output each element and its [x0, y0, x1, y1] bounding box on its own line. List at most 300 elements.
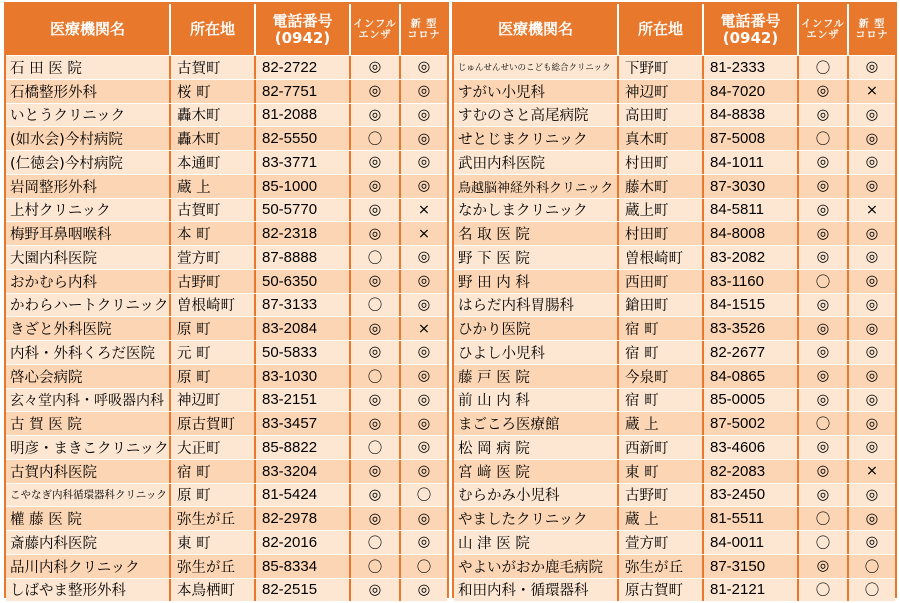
flu-vaccine-mark: 〇: [799, 412, 849, 435]
clinic-location: 蔵上町: [619, 199, 704, 222]
clinic-location: 原 町: [171, 484, 256, 507]
covid-vaccine-mark: 〇: [864, 559, 880, 576]
clinic-name: 松 岡 病 院: [454, 436, 619, 459]
table-row: [454, 293, 895, 317]
covid-vaccine-mark: ×: [865, 463, 879, 480]
header-covid-line2: コロナ: [855, 29, 889, 41]
clinic-name: おかむら内科: [6, 270, 171, 293]
table-row: [6, 411, 447, 435]
table-row: [6, 126, 447, 150]
clinic-name: 内科・外科くろだ医院: [6, 341, 171, 364]
clinic-phone: 83-3526: [704, 317, 799, 340]
clinic-name: むらかみ小児科: [454, 484, 619, 507]
clinic-name: 岩岡整形外科: [6, 175, 171, 198]
covid-vaccine-mark: ◎: [417, 178, 431, 195]
clinic-phone: 87-3133: [256, 294, 351, 317]
clinic-location: 本鳥栖町: [171, 579, 256, 602]
table-row: [454, 126, 895, 150]
header-covid-line2: コロナ: [407, 29, 441, 41]
clinic-location: 原 町: [171, 317, 256, 340]
clinic-location: 東 町: [171, 531, 256, 554]
flu-vaccine-mark: 〇: [799, 579, 849, 602]
table-row: [6, 530, 447, 554]
flu-vaccine-mark: ◎: [351, 460, 401, 483]
clinic-name: 鳥越脳神経外科クリニック: [454, 175, 619, 198]
table-row: [454, 578, 895, 602]
header-flu: [799, 4, 849, 55]
covid-vaccine-mark: ◎: [865, 320, 879, 337]
clinic-name: 宮 﨑 医 院: [454, 460, 619, 483]
flu-vaccine-mark: ◎: [351, 412, 401, 435]
covid-vaccine-mark: ◎: [417, 249, 431, 266]
header-phone-label: 電話番号: [720, 12, 781, 30]
clinic-name: 上村クリニック: [6, 199, 171, 222]
flu-vaccine-mark: 〇: [351, 127, 401, 150]
flu-vaccine-mark: ◎: [799, 199, 849, 222]
table-row: [6, 340, 447, 364]
clinic-phone: 82-2677: [704, 341, 799, 364]
clinic-name: すむのさと高尾病院: [454, 104, 619, 127]
clinic-phone: 81-2333: [704, 56, 799, 79]
clinic-phone: 81-5424: [256, 484, 351, 507]
clinic-phone: 81-5511: [704, 507, 799, 530]
clinic-location: 宿 町: [619, 341, 704, 364]
clinic-phone: 85-1000: [256, 175, 351, 198]
table-row: [6, 578, 447, 602]
clinic-location: 鎗田町: [619, 294, 704, 317]
table-row: [6, 150, 447, 174]
header-covid-line1: 新 型: [858, 18, 886, 30]
covid-vaccine-mark: ◎: [417, 59, 431, 76]
table-row: [454, 174, 895, 198]
clinic-name: いとうクリニック: [6, 104, 171, 127]
table-row: [454, 79, 895, 103]
clinic-name: 品川内科クリニック: [6, 555, 171, 578]
covid-vaccine-mark: ◎: [865, 415, 879, 432]
clinic-phone: 83-2450: [704, 484, 799, 507]
clinic-phone: 84-7020: [704, 80, 799, 103]
clinic-name: やましたクリニック: [454, 507, 619, 530]
table-row: [6, 174, 447, 198]
clinic-phone: 82-2515: [256, 579, 351, 602]
table-row: [454, 411, 895, 435]
covid-vaccine-mark: ◎: [417, 368, 431, 385]
clinic-location: 蔵 上: [619, 507, 704, 530]
table-row: [454, 459, 895, 483]
table-row: [454, 483, 895, 507]
flu-vaccine-mark: ◎: [351, 317, 401, 340]
clinic-table-left: [4, 2, 449, 598]
table-row: [6, 103, 447, 127]
flu-vaccine-mark: ◎: [799, 104, 849, 127]
clinic-phone: 83-3771: [256, 151, 351, 174]
flu-vaccine-mark: 〇: [799, 507, 849, 530]
table-row: [6, 293, 447, 317]
covid-vaccine-mark: ◎: [417, 581, 431, 598]
flu-vaccine-mark: ◎: [351, 222, 401, 245]
covid-vaccine-mark: ◎: [865, 273, 879, 290]
header-name-label: 医療機関名: [497, 20, 573, 39]
covid-vaccine-mark: ×: [417, 225, 431, 242]
covid-vaccine-mark: ◎: [865, 106, 879, 123]
clinic-name: 名 取 医 院: [454, 222, 619, 245]
covid-vaccine-mark: ◎: [865, 130, 879, 147]
clinic-location: 神辺町: [171, 389, 256, 412]
covid-vaccine-mark: ×: [865, 201, 879, 218]
flu-vaccine-mark: 〇: [799, 56, 849, 79]
table-row: [454, 435, 895, 459]
flu-vaccine-mark: ◎: [351, 151, 401, 174]
clinic-phone: 82-2722: [256, 56, 351, 79]
header-phone: [704, 4, 799, 55]
clinic-phone: 85-8334: [256, 555, 351, 578]
covid-vaccine-mark: ◎: [865, 154, 879, 171]
table-row: [6, 55, 447, 79]
flu-vaccine-mark: 〇: [351, 365, 401, 388]
clinic-location: 古賀町: [171, 56, 256, 79]
clinic-phone: 87-5002: [704, 412, 799, 435]
flu-vaccine-mark: 〇: [351, 555, 401, 578]
flu-vaccine-mark: ◎: [351, 175, 401, 198]
clinic-phone: 82-5550: [256, 127, 351, 150]
covid-vaccine-mark: 〇: [416, 488, 432, 505]
clinic-name: 野 下 医 院: [454, 246, 619, 269]
table-row: [454, 530, 895, 554]
clinic-location: 蔵 上: [619, 412, 704, 435]
covid-vaccine-mark: ◎: [417, 296, 431, 313]
covid-vaccine-mark: ×: [417, 201, 431, 218]
clinic-location: 宿 町: [619, 317, 704, 340]
clinic-phone: 81-2088: [256, 104, 351, 127]
flu-vaccine-mark: ◎: [799, 175, 849, 198]
clinic-phone: 85-0005: [704, 389, 799, 412]
covid-vaccine-mark: ◎: [417, 391, 431, 408]
table-row: [6, 364, 447, 388]
clinic-phone: 83-2151: [256, 389, 351, 412]
clinic-location: 弥生が丘: [171, 507, 256, 530]
flu-vaccine-mark: ◎: [799, 151, 849, 174]
covid-vaccine-mark: ◎: [865, 225, 879, 242]
clinic-phone: 84-8838: [704, 104, 799, 127]
covid-vaccine-mark: ◎: [865, 59, 879, 76]
clinic-phone: 83-3204: [256, 460, 351, 483]
clinic-name: 古賀内科医院: [6, 460, 171, 483]
covid-vaccine-mark: ◎: [865, 178, 879, 195]
covid-vaccine-mark: ◎: [417, 534, 431, 551]
clinic-name: 斎藤内科医院: [6, 531, 171, 554]
table-row: [6, 198, 447, 222]
clinic-phone: 82-2978: [256, 507, 351, 530]
table-row: [6, 316, 447, 340]
clinic-name: なかしまクリニック: [454, 199, 619, 222]
clinic-name: かわらハートクリニック: [6, 294, 171, 317]
clinic-location: 轟木町: [171, 104, 256, 127]
clinic-location: 東 町: [619, 460, 704, 483]
header-flu-line2: エンザ: [806, 29, 840, 41]
covid-vaccine-mark: ◎: [865, 249, 879, 266]
flu-vaccine-mark: 〇: [799, 270, 849, 293]
clinic-table-right: [452, 2, 897, 598]
covid-vaccine-mark: ◎: [417, 415, 431, 432]
header-location-label: 所在地: [637, 20, 683, 39]
clinic-name: 石橋整形外科: [6, 80, 171, 103]
covid-vaccine-mark: ◎: [865, 534, 879, 551]
header-name: [6, 4, 171, 55]
clinic-name: すがい小児科: [454, 80, 619, 103]
clinic-location: 蔵 上: [171, 175, 256, 198]
clinic-phone: 82-2083: [704, 460, 799, 483]
clinic-phone: 87-5008: [704, 127, 799, 150]
clinic-location: 原 町: [171, 365, 256, 388]
covid-vaccine-mark: ◎: [417, 106, 431, 123]
clinic-phone: 81-2121: [704, 579, 799, 602]
clinic-location: 本通町: [171, 151, 256, 174]
header-flu: [351, 4, 401, 55]
clinic-location: 村田町: [619, 151, 704, 174]
clinic-location: 藤木町: [619, 175, 704, 198]
clinic-name: 古 賀 医 院: [6, 412, 171, 435]
clinic-name: 山 津 医 院: [454, 531, 619, 554]
clinic-phone: 84-1011: [704, 151, 799, 174]
covid-vaccine-mark: ◎: [417, 344, 431, 361]
clinic-location: 下野町: [619, 56, 704, 79]
table-row: [454, 388, 895, 412]
table-row: [454, 364, 895, 388]
clinic-name: 啓心会病院: [6, 365, 171, 388]
covid-vaccine-mark: ◎: [865, 439, 879, 456]
clinic-phone: 82-2016: [256, 531, 351, 554]
clinic-phone: 83-3457: [256, 412, 351, 435]
clinic-phone: 84-0865: [704, 365, 799, 388]
flu-vaccine-mark: ◎: [799, 460, 849, 483]
clinic-location: 原古賀町: [619, 579, 704, 602]
table-body-left: [6, 55, 447, 601]
clinic-name: (仁徳会)今村病院: [6, 151, 171, 174]
header-covid: [849, 4, 895, 55]
header-location-label: 所在地: [189, 20, 235, 39]
clinic-phone: 83-1160: [704, 270, 799, 293]
clinic-location: 古賀町: [171, 199, 256, 222]
clinic-phone: 84-0011: [704, 531, 799, 554]
flu-vaccine-mark: ◎: [799, 294, 849, 317]
clinic-location: 弥生が丘: [171, 555, 256, 578]
covid-vaccine-mark: ◎: [865, 296, 879, 313]
clinic-phone: 83-2084: [256, 317, 351, 340]
clinic-location: 西新町: [619, 436, 704, 459]
flu-vaccine-mark: ◎: [351, 199, 401, 222]
flu-vaccine-mark: 〇: [351, 436, 401, 459]
clinic-name: じゅんせんせいのこども総合クリニック: [454, 56, 619, 79]
flu-vaccine-mark: ◎: [799, 389, 849, 412]
flu-vaccine-mark: ◎: [351, 484, 401, 507]
flu-vaccine-mark: 〇: [351, 246, 401, 269]
clinic-phone: 82-2318: [256, 222, 351, 245]
clinic-phone: 83-1030: [256, 365, 351, 388]
table-row: [454, 150, 895, 174]
flu-vaccine-mark: 〇: [351, 294, 401, 317]
flu-vaccine-mark: ◎: [351, 389, 401, 412]
flu-vaccine-mark: ◎: [799, 484, 849, 507]
covid-vaccine-mark: ◎: [417, 130, 431, 147]
flu-vaccine-mark: ◎: [351, 579, 401, 602]
table-row: [6, 269, 447, 293]
table-row: [6, 554, 447, 578]
flu-vaccine-mark: ◎: [799, 246, 849, 269]
table-body-right: [454, 55, 895, 601]
covid-vaccine-mark: ×: [865, 83, 879, 100]
clinic-location: 萱方町: [171, 246, 256, 269]
clinic-name: 和田内科・循環器科: [454, 579, 619, 602]
flu-vaccine-mark: 〇: [799, 127, 849, 150]
table-row: [454, 506, 895, 530]
covid-vaccine-mark: ◎: [865, 391, 879, 408]
clinic-location: 西田町: [619, 270, 704, 293]
table-header-right: [454, 4, 895, 55]
header-flu-line1: インフル: [353, 18, 397, 30]
header-name: [454, 4, 619, 55]
clinic-phone: 84-8008: [704, 222, 799, 245]
clinic-name: ひかり医院: [454, 317, 619, 340]
covid-vaccine-mark: 〇: [416, 559, 432, 576]
flu-vaccine-mark: ◎: [799, 80, 849, 103]
table-row: [454, 269, 895, 293]
flu-vaccine-mark: ◎: [351, 341, 401, 364]
clinic-name: 玄々堂内科・呼吸器内科: [6, 389, 171, 412]
flu-vaccine-mark: ◎: [799, 317, 849, 340]
clinic-phone: 83-2082: [704, 246, 799, 269]
header-location: [619, 4, 704, 55]
clinic-name: やよいがおか鹿毛病院: [454, 555, 619, 578]
table-row: [454, 340, 895, 364]
clinic-location: 宿 町: [171, 460, 256, 483]
covid-vaccine-mark: ◎: [417, 273, 431, 290]
clinic-name: こやなぎ内科循環器科クリニック: [6, 484, 171, 507]
table-row: [454, 103, 895, 127]
clinic-location: 元 町: [171, 341, 256, 364]
header-flu-line1: インフル: [801, 18, 845, 30]
flu-vaccine-mark: 〇: [799, 531, 849, 554]
table-row: [6, 483, 447, 507]
clinic-location: 宿 町: [619, 389, 704, 412]
covid-vaccine-mark: ◎: [865, 368, 879, 385]
covid-vaccine-mark: ◎: [417, 154, 431, 171]
clinic-name: 前 山 内 科: [454, 389, 619, 412]
clinic-name: まごころ医療館: [454, 412, 619, 435]
table-row: [6, 245, 447, 269]
clinic-name: 石 田 医 院: [6, 56, 171, 79]
flu-vaccine-mark: ◎: [351, 80, 401, 103]
covid-vaccine-mark: ◎: [417, 510, 431, 527]
table-row: [454, 198, 895, 222]
flu-vaccine-mark: ◎: [351, 56, 401, 79]
clinic-name: 權 藤 医 院: [6, 507, 171, 530]
clinic-location: 萱方町: [619, 531, 704, 554]
header-flu-line2: エンザ: [358, 29, 392, 41]
clinic-name: 武田内科医院: [454, 151, 619, 174]
clinic-name: 明彦・まきこクリニック: [6, 436, 171, 459]
clinic-location: 曽根崎町: [619, 246, 704, 269]
flu-vaccine-mark: ◎: [351, 104, 401, 127]
clinic-name: きざと外科医院: [6, 317, 171, 340]
clinic-name: 梅野耳鼻咽喉科: [6, 222, 171, 245]
clinic-name: はらだ内科胃腸科: [454, 294, 619, 317]
clinic-name: しばやま整形外科: [6, 579, 171, 602]
flu-vaccine-mark: ◎: [351, 507, 401, 530]
clinic-location: 神辺町: [619, 80, 704, 103]
clinic-location: 今泉町: [619, 365, 704, 388]
clinic-name: せとじまクリニック: [454, 127, 619, 150]
covid-vaccine-mark: ◎: [865, 486, 879, 503]
clinic-name: 野 田 内 科: [454, 270, 619, 293]
header-location: [171, 4, 256, 55]
header-phone-label: 電話番号: [272, 12, 333, 30]
clinic-phone: 84-1515: [704, 294, 799, 317]
clinic-phone: 50-6350: [256, 270, 351, 293]
header-phone-area-code: (0942): [722, 28, 779, 47]
clinic-phone: 87-8888: [256, 246, 351, 269]
flu-vaccine-mark: ◎: [799, 365, 849, 388]
clinic-location: 古野町: [171, 270, 256, 293]
covid-vaccine-mark: ◎: [417, 83, 431, 100]
covid-vaccine-mark: ×: [417, 320, 431, 337]
clinic-location: 大正町: [171, 436, 256, 459]
clinic-location: 原古賀町: [171, 412, 256, 435]
covid-vaccine-mark: 〇: [864, 583, 880, 600]
clinic-location: 高田町: [619, 104, 704, 127]
covid-vaccine-mark: ◎: [417, 463, 431, 480]
clinic-name: 大園内科医院: [6, 246, 171, 269]
table-row: [454, 55, 895, 79]
covid-vaccine-mark: ◎: [417, 439, 431, 456]
clinic-name: ひよし小児科: [454, 341, 619, 364]
table-row: [6, 79, 447, 103]
clinic-location: 弥生が丘: [619, 555, 704, 578]
clinic-phone: 50-5770: [256, 199, 351, 222]
header-phone-area-code: (0942): [274, 28, 331, 47]
clinic-name: (如水会)今村病院: [6, 127, 171, 150]
flu-vaccine-mark: ◎: [799, 436, 849, 459]
clinic-name: 藤 戸 医 院: [454, 365, 619, 388]
table-row: [6, 388, 447, 412]
header-covid-line1: 新 型: [410, 18, 438, 30]
header-covid: [401, 4, 447, 55]
flu-vaccine-mark: ◎: [799, 555, 849, 578]
flu-vaccine-mark: ◎: [799, 341, 849, 364]
table-row: [454, 221, 895, 245]
table-row: [6, 506, 447, 530]
clinic-location: 轟木町: [171, 127, 256, 150]
table-row: [454, 316, 895, 340]
flu-vaccine-mark: ◎: [799, 222, 849, 245]
table-row: [6, 459, 447, 483]
table-row: [6, 435, 447, 459]
header-phone: [256, 4, 351, 55]
table-row: [454, 554, 895, 578]
flu-vaccine-mark: ◎: [351, 270, 401, 293]
clinic-phone: 84-5811: [704, 199, 799, 222]
clinic-location: 桜 町: [171, 80, 256, 103]
table-header-left: [6, 4, 447, 55]
clinic-phone: 85-8822: [256, 436, 351, 459]
clinic-location: 古野町: [619, 484, 704, 507]
covid-vaccine-mark: ◎: [865, 510, 879, 527]
table-row: [6, 221, 447, 245]
clinic-phone: 82-7751: [256, 80, 351, 103]
clinic-location: 曽根崎町: [171, 294, 256, 317]
clinic-phone: 50-5833: [256, 341, 351, 364]
clinic-phone: 87-3150: [704, 555, 799, 578]
clinic-location: 真木町: [619, 127, 704, 150]
